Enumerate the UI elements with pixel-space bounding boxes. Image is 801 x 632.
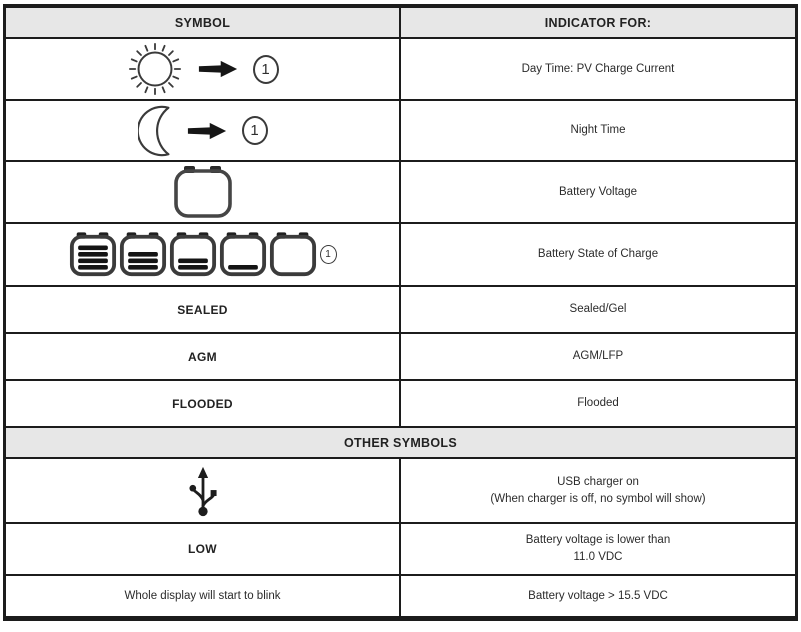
indicator-line: (When charger is off, no symbol will show) [490, 492, 706, 505]
row-day-time [6, 37, 795, 99]
indicator-text: Battery State of Charge [537, 248, 659, 261]
usb-icon [183, 465, 223, 517]
row-battery-voltage [6, 160, 795, 222]
row-sealed [6, 285, 795, 332]
battery-soc-icons [69, 232, 317, 277]
circled-one-badge: 1 [253, 55, 279, 84]
row-night-time [6, 99, 795, 160]
moon-arrow-one-symbol [138, 104, 268, 158]
indicator-text: Day Time: PV Charge Current [521, 62, 675, 75]
row-low [6, 522, 795, 574]
row-usb [6, 457, 795, 522]
row-display-blink [6, 574, 795, 616]
sun-arrow-one-symbol [127, 41, 279, 97]
arrow-icon [186, 121, 228, 141]
circled-one-badge: 1 [242, 116, 268, 145]
circled-one-badge: 1 [320, 245, 337, 264]
arrow-icon [197, 59, 239, 79]
indicator-line: 11.0 VDC [573, 551, 623, 563]
indicator-text: Sealed/Gel [569, 303, 627, 316]
symbol-text: FLOODED [172, 396, 233, 411]
symbol-text: LOW [188, 542, 217, 556]
indicator-text: Battery voltage > 15.5 VDC [528, 589, 668, 602]
indicator-text [490, 474, 705, 507]
indicator-line: USB charger on [557, 475, 639, 488]
table-header-row [6, 8, 795, 37]
indicator-line: Battery voltage is lower than [525, 534, 671, 547]
column-header-symbol: SYMBOL [6, 8, 401, 37]
symbol-text: SEALED [177, 302, 228, 317]
indicator-text: AGM/LFP [572, 350, 624, 363]
symbol-text: Whole display will start to blink [124, 590, 281, 602]
section-header-title: OTHER SYMBOLS [344, 435, 457, 450]
row-battery-soc [6, 222, 795, 285]
symbol-text: AGM [188, 349, 217, 364]
indicator-text [526, 532, 670, 565]
symbols-table [3, 4, 798, 621]
moon-icon [138, 104, 172, 158]
row-agm [6, 332, 795, 379]
battery-icon [173, 166, 233, 219]
indicator-text: Flooded [577, 397, 619, 410]
row-flooded [6, 379, 795, 426]
battery-soc-symbol [69, 232, 337, 277]
sun-icon [127, 41, 183, 97]
indicator-text: Night Time [570, 124, 626, 137]
column-header-indicator: INDICATOR FOR: [544, 15, 652, 30]
section-header-row [6, 426, 795, 457]
indicator-text: Battery Voltage [559, 185, 637, 198]
